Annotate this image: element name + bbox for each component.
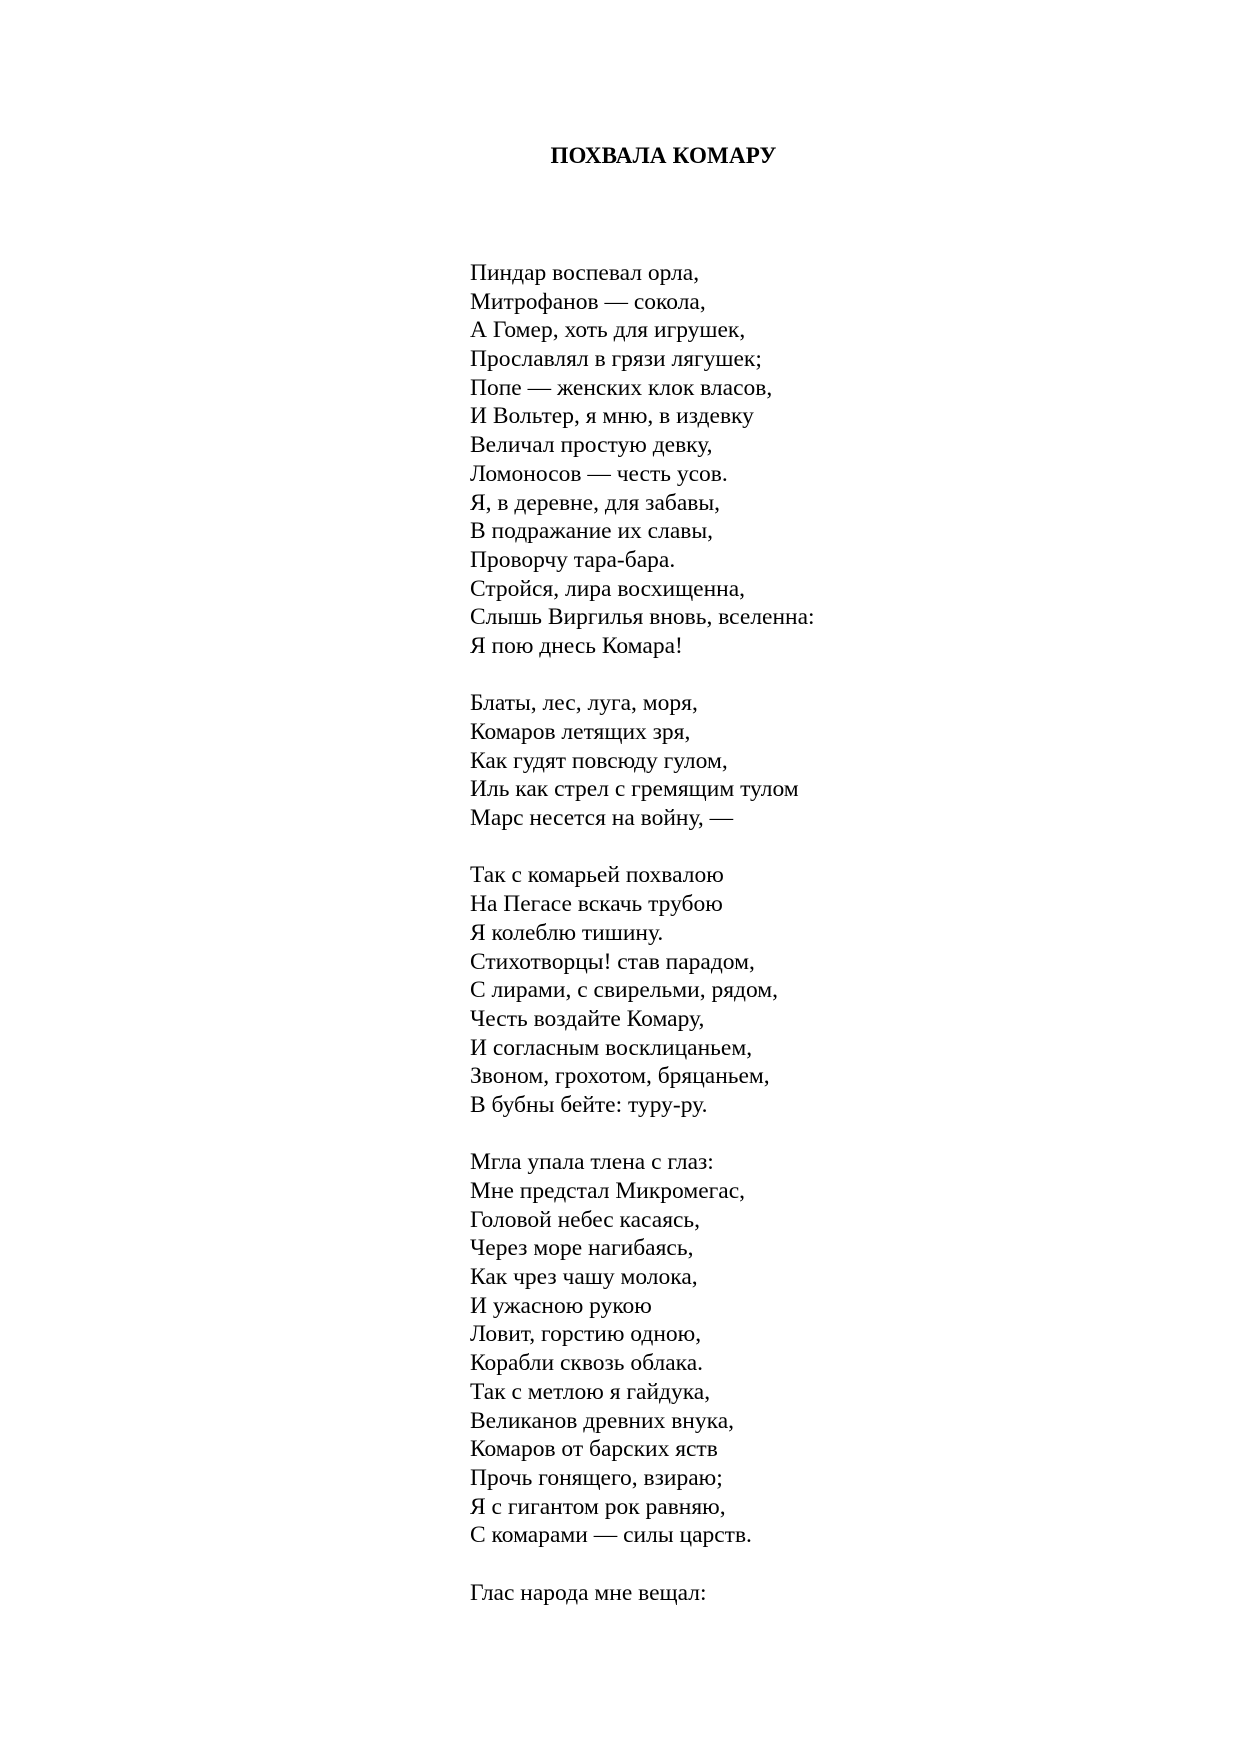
poem-line: Честь воздайте Комару, (470, 1005, 705, 1032)
poem-line: Ломоносов — честь усов. (470, 460, 728, 487)
poem-line: А Гомер, хоть для игрушек, (470, 317, 746, 344)
poem-line: Через море нагибаясь, (470, 1235, 694, 1262)
poem-line: Пиндар воспевал орла, (470, 260, 700, 286)
poem-line: Комаров летящих зря, (470, 719, 691, 745)
poem-line: Я, в деревне, для забавы, (470, 489, 721, 516)
poem-title: ПОХВАЛА КОМАРУ (550, 143, 777, 168)
poem-line: Прочь гонящего, взираю; (470, 1464, 723, 1491)
poem-line: Слышь Виргилья вновь, вселенна: (470, 604, 815, 631)
stanza (470, 259, 1170, 661)
poem-line: Стройся, лира восхищенна, (470, 575, 746, 602)
poem-line: Как чрез чашу молока, (470, 1264, 698, 1291)
poem-line: Как гудят повсюду гулом, (470, 747, 728, 774)
poem-line: Проворчу тара-бара. (470, 546, 676, 573)
poem-line: Я колеблю тишину. (470, 919, 664, 946)
poem-line: Блаты, лес, луга, моря, (470, 690, 698, 717)
poem-line: Митрофанов — сокола, (470, 288, 706, 315)
poem-line: С лирами, с свирельми, рядом, (470, 977, 779, 1004)
poem-line: Комаров от барских яств (470, 1436, 718, 1463)
poem-body (470, 259, 1170, 1607)
poem-line: И ужасною рукою (470, 1292, 652, 1319)
poem-line: Прославлял в грязи лягушек; (470, 346, 762, 373)
poem-line: И согласным восклицаньем, (470, 1034, 753, 1061)
poem-line: Глас народа мне вещал: (470, 1579, 707, 1606)
stanza (470, 1579, 1170, 1608)
poem-line: Иль как стрел с гремящим тулом (470, 776, 799, 803)
stanza (470, 861, 1170, 1119)
poem-line: Корабли сквозь облака. (470, 1350, 704, 1377)
poem-line: Мне предстал Микромегас, (470, 1178, 746, 1204)
stanza (470, 1148, 1170, 1550)
poem-line: Стихотворцы! став парадом, (470, 948, 755, 975)
poem-line: Попе — женских клок власов, (470, 374, 773, 401)
poem-line: Величал простую девку, (470, 432, 713, 459)
poem-line: Головой небес касаясь, (470, 1206, 701, 1233)
poem-line: Мгла упала тлена с глаз: (470, 1149, 714, 1176)
poem-line: С комарами — силы царств. (470, 1522, 752, 1549)
poem-line: В бубны бейте: туру-ру. (470, 1091, 708, 1118)
poem-line: Я пою днесь Комара! (470, 632, 683, 659)
poem-line: Марс несется на войну, — (470, 805, 734, 832)
poem-line: Так с комарьей похвалою (470, 862, 724, 889)
stanza (470, 689, 1170, 832)
poem-line: На Пегасе вскачь трубою (470, 891, 723, 918)
poem-line: Я с гигантом рок равняю, (470, 1493, 726, 1520)
poem-line: Так с метлою я гайдука, (470, 1378, 711, 1405)
poem-line: В подражание их славы, (470, 518, 714, 545)
poem-line: Ловит, горстию одною, (470, 1321, 702, 1348)
poem-line: И Вольтер, я мню, в издевку (470, 403, 754, 430)
poem-line: Звоном, грохотом, бряцаньем, (470, 1063, 770, 1090)
poem-line: Великанов древних внука, (470, 1407, 734, 1434)
